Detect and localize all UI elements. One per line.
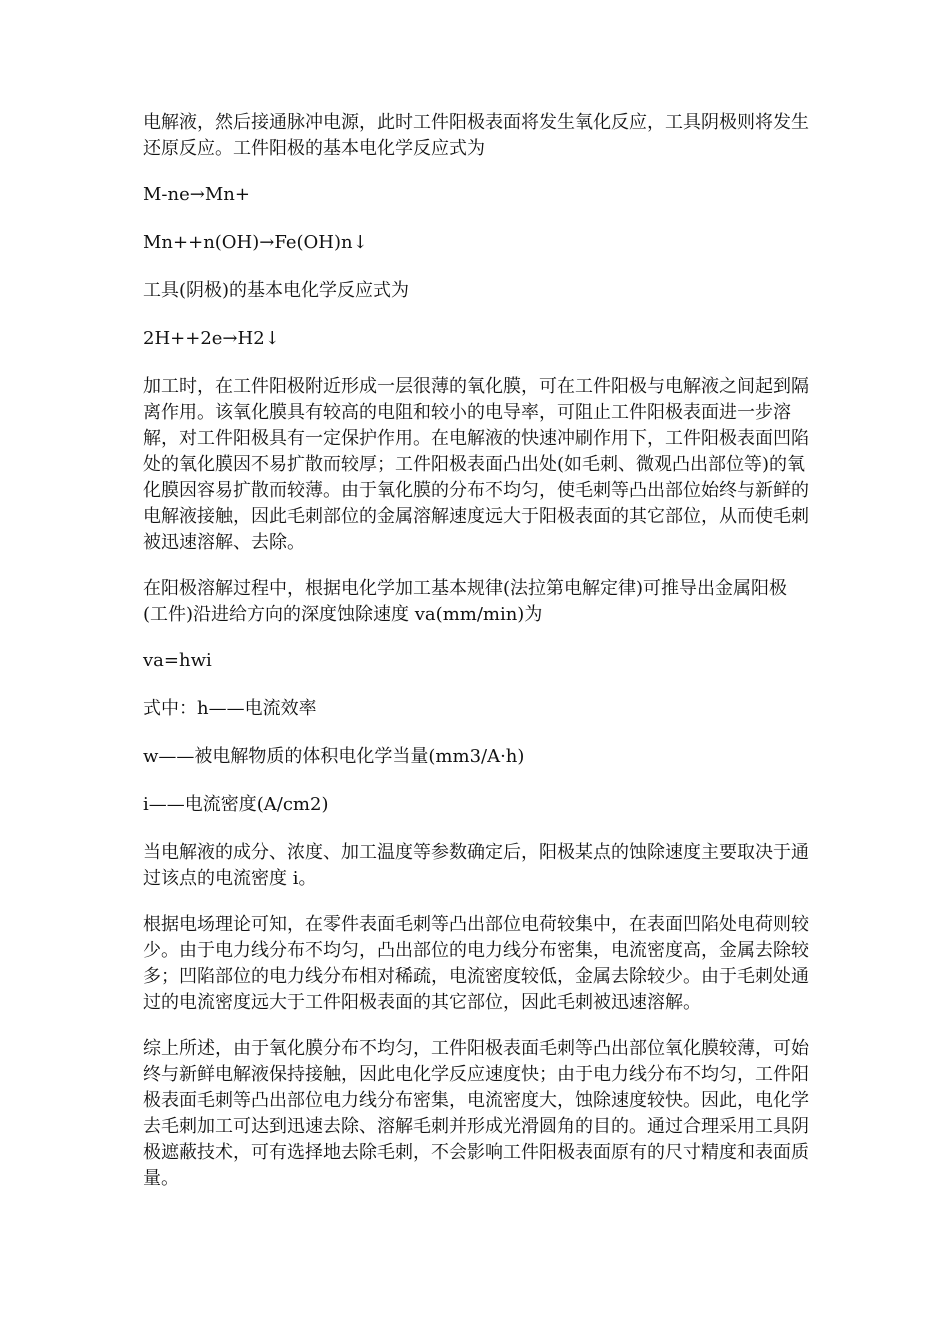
definition-h: 式中：h——电流效率 [143, 698, 317, 719]
paragraph-cathode-intro: 工具(阴极)的基本电化学反应式为 [143, 280, 410, 301]
definition-w: w——被电解物质的体积电化学当量(mm3/A·h) [143, 746, 525, 767]
paragraph-current-density: 当电解液的成分、浓度、加工温度等参数确定后，阳极某点的蚀除速度主要取决于通过该点的电流密度 i。 [143, 842, 809, 889]
paragraph-reaction-intro: 电解液，然后接通脉冲电源，此时工件阳极表面将发生氧化反应，工具阴极则将发生还原反应。工件阳极的基本电化学反应式为 [143, 112, 809, 159]
definition-i: i——电流密度(A/cm2) [143, 794, 329, 815]
equation-anode-1: M-ne→Mn+ [143, 184, 250, 205]
paragraph-oxide-film: 加工时，在工件阳极附近形成一层很薄的氧化膜，可在工件阳极与电解液之间起到隔离作用。该氧化膜具有较高的电阻和较小的电导率，可阻止工件阳极表面进一步溶解，对工件阳极具有一定保护作用。在电解液的快速冲刷作用下，工件阳极表面凹陷处的氧化膜因不易扩散而较厚；工件阳极表面凸出处(如毛刺、微观凸出部位等)的氧化膜因容易扩散而较薄。由于氧化膜的分布不均匀，使毛刺等凸出部位始终与新鲜的电解液接触，因此毛刺部位的金属溶解速度远大于阳极表面的其它部位，从而使毛刺被迅速溶解、去除。 [143, 376, 809, 553]
equation-cathode: 2H++2e→H2↓ [143, 328, 280, 349]
paragraph-electric-field: 根据电场理论可知，在零件表面毛刺等凸出部位电荷较集中，在表面凹陷处电荷则较少。由于电力线分布不均匀，凸出部位的电力线分布密集，电流密度高，金属去除较多；凹陷部位的电力线分布相对稀疏，电流密度较低，金属去除较少。由于毛刺处通过的电流密度远大于工件阳极表面的其它部位，因此毛刺被迅速溶解。 [143, 914, 809, 1013]
paragraph-dissolution-rate: 在阳极溶解过程中，根据电化学加工基本规律(法拉第电解定律)可推导出金属阳极(工件)沿进给方向的深度蚀除速度 va(mm/min)为 [143, 578, 788, 625]
equation-velocity: va=hwi [143, 650, 212, 671]
document-body [143, 110, 809, 1212]
paragraph-summary: 综上所述，由于氧化膜分布不均匀，工件阳极表面毛刺等凸出部位氧化膜较薄，可始终与新鲜电解液保持接触，因此电化学反应速度快；由于电力线分布不均匀，工件阳极表面毛刺等凸出部位电力线分布密集，电流密度大，蚀除速度较快。因此，电化学去毛刺加工可达到迅速去除、溶解毛刺并形成光滑圆角的目的。通过合理采用工具阴极遮蔽技术，可有选择地去除毛刺，不会影响工件阳极表面原有的尺寸精度和表面质量。 [143, 1038, 809, 1189]
equation-anode-2: Mn++n(OH)→Fe(OH)n↓ [143, 232, 368, 253]
